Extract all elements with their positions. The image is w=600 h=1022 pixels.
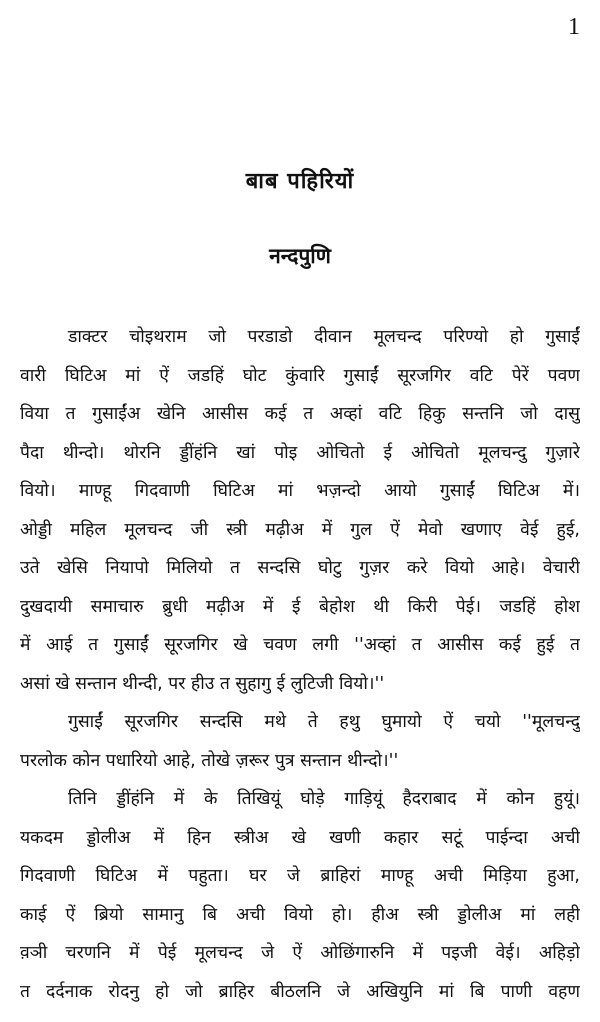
text-line: विया त गुसाईंअ खेनि आसीस कई त अव्हां वटि हिकु सन्तनि जो दासु: [20, 404, 580, 424]
text-line: उते खेसि नियापो मिलियो त सन्दसि घोटु गुज़र करे वियो आहे। वेचारी: [20, 558, 580, 578]
body-text: [20, 318, 580, 1011]
text-line: असां खे सन्तान थीन्दी, पर हीउ त सुहागु ई लुटिजी वियो।'': [20, 673, 385, 694]
text-line: यकदम ड्डोलीअ में हिन स्त्रीअ खे खणी कहार सटूं पाईन्दा अची: [20, 827, 580, 848]
text-line: तिनि ड्डींहंनि में के तिखियूं घोड़े गाड़ियूं हैदराबाद में कोन हुयूं।: [68, 789, 580, 809]
text-line: गुसाईं सूरजगिर सन्दसि मथे ते हथु घुमायो ऐं चयो ''मूलचन्दु: [68, 712, 580, 732]
section-title: नन्दपुणि: [269, 244, 331, 268]
text-line: त दर्दनाक रोदनु हो जो ब्राहिर बीठलनि जे अखियुनि मां बि पाणी वहण: [20, 981, 580, 1002]
text-line: वारी घिटिअ मां ऐं जडहिं घोट कुंवारि गुसाईं सूरजगिर वटि पेरें पवण: [20, 365, 580, 386]
text-line: व़ञी चरणनि में पेई मूलचन्द जे ऐं ओछिंगारुनि में पइजी वेई। अहिड़ो: [20, 943, 580, 963]
text-line: दुखदायी समाचारु ब्रुधी मढ़ीअ में ई बेहोश थी किरी पेई। जडहिं होश: [20, 596, 580, 617]
page-number: 1: [568, 14, 580, 40]
text-line: वियो। माण्हू गिदवाणी घिटिअ मां भज़न्दो आयो गुसाईं घिटिअ में।: [20, 481, 580, 501]
text-line: में आई त गुसाईं सूरजगिर खे चवण लगी ''अव्हां त आसीस कई हुई त: [20, 635, 580, 655]
text-line: परलोक कोन पधारियो आहे, तोखे ज़रूर पुत्र सन्तान थीन्दो।'': [20, 750, 399, 771]
text-line: काई ऐं ब्रियो सामानु बि अची वियो हो। हीअ स्त्री ड्डोलीअ मां लही: [20, 904, 580, 925]
text-line: ओड्डी महिल मूलचन्द जी स्त्री मढ़ीअ में गुल ऐं मेवो खणाए वेई हुई,: [20, 519, 580, 540]
chapter-title: बाब पहिरियों: [245, 169, 355, 194]
text-line: पैदा थीन्दो। थोरनि ड्डींहंनि खां पोइ ओचितो ई ओचितो मूलचन्दु गुज़ारे: [20, 442, 580, 463]
text-line: डाक्टर चोइथराम जो परडाडो दीवान मूलचन्द परिण्यो हो गुसाईं: [68, 327, 580, 347]
text-line: गिदवाणी घिटिअ में पहुता। घर जे ब्राहिरां माण्हू अची मिड़िया हुआ,: [20, 866, 580, 886]
